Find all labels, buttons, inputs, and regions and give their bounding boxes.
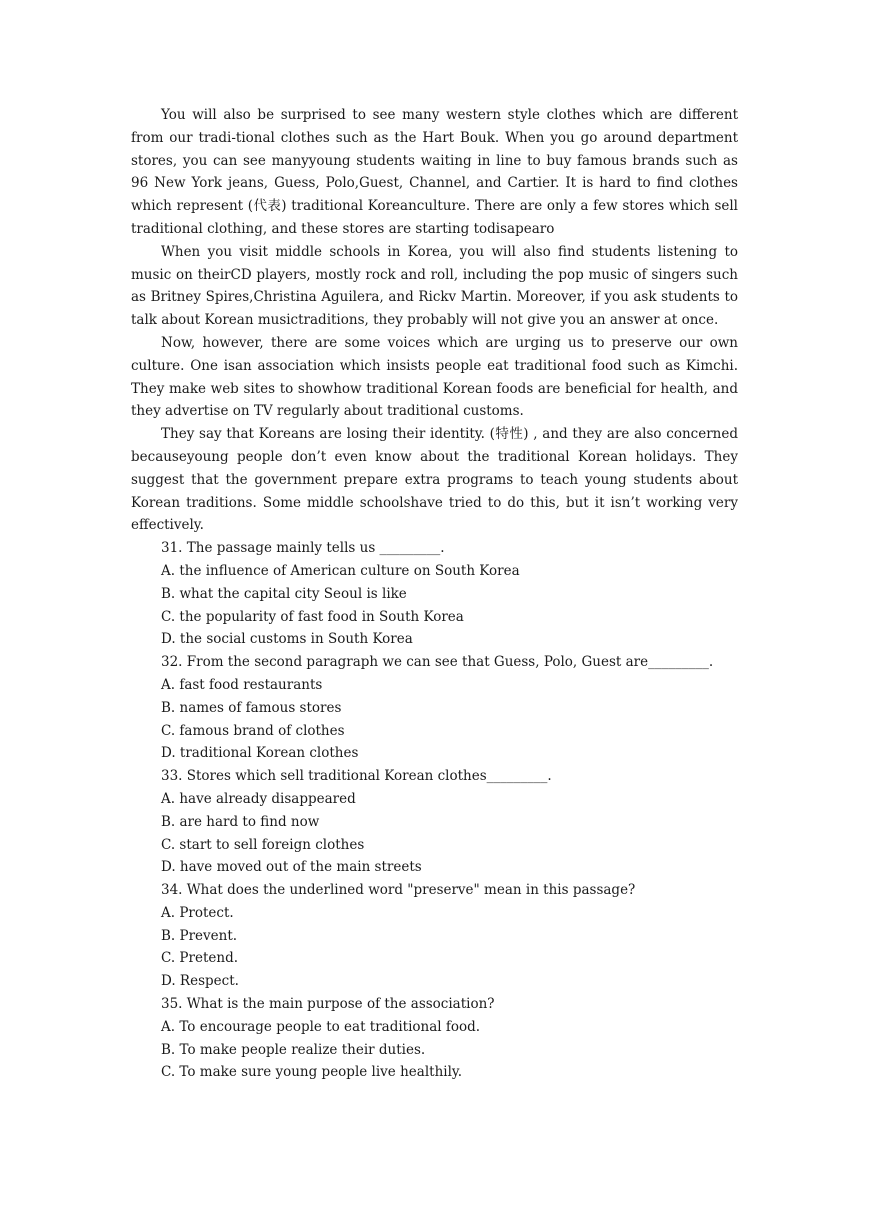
option-a: A. fast food restaurants bbox=[161, 676, 323, 693]
question-stem: 35. What is the main purpose of the association? bbox=[161, 996, 495, 1013]
option-c: C. To make sure young people live healthily. bbox=[161, 1064, 463, 1081]
option-list bbox=[131, 1016, 738, 1084]
question-32 bbox=[131, 651, 738, 765]
option-c: C. famous brand of clothes bbox=[161, 722, 345, 739]
option-b: B. Prevent. bbox=[161, 927, 238, 944]
option-list bbox=[131, 902, 738, 993]
passage-paragraph-2: When you visit middle schools in Korea, you will also find students listening to music on theirCD players, mostly rock and roll, including the pop music of singers such as Britney Spires,Christina Aguilera, and Rickv Martin. Moreover, if you ask students to talk about Korean musictraditions, they probably will not give you an answer at once. bbox=[131, 243, 738, 329]
question-stem: 33. Stores which sell traditional Korean clothes_________. bbox=[161, 768, 552, 785]
question-33 bbox=[131, 765, 738, 879]
passage-paragraph-1: You will also be surprised to see many western style clothes which are different from our tradi-tional clothes such as the Hart Bouk. When you go around department stores, you can see manyyoung students waiting in line to buy famous brands such as 96 New York jeans, Guess, Polo,Guest, Channel, and Cartier. It is hard to find clothes which represent (代表) traditional Koreanculture. There are only a few stores which sell traditional clothing, and these stores are starting todisapearo bbox=[131, 107, 738, 237]
option-a: A. Protect. bbox=[161, 904, 234, 921]
option-b: B. are hard to find now bbox=[161, 813, 320, 830]
passage-paragraph-3: Now, however, there are some voices which are urging us to preserve our own culture. One isan association which insists people eat traditional food such as Kimchi. They make web sites to showhow traditional Korean foods are beneficial for health, and they advertise on TV regularly about traditional customs. bbox=[131, 334, 738, 420]
option-b: B. names of famous stores bbox=[161, 699, 342, 716]
question-stem: 32. From the second paragraph we can see that Guess, Polo, Guest are_________. bbox=[161, 654, 714, 671]
option-list bbox=[131, 788, 738, 879]
option-c: C. the popularity of fast food in South Korea bbox=[161, 608, 464, 625]
option-c: C. start to sell foreign clothes bbox=[161, 836, 365, 853]
option-d: D. traditional Korean clothes bbox=[161, 745, 359, 762]
option-b: B. To make people realize their duties. bbox=[161, 1041, 426, 1058]
option-list bbox=[131, 560, 738, 651]
passage-paragraph-4: They say that Koreans are losing their identity. (特性) , and they are also concerned becauseyoung people don’t even know about the traditional Korean holidays. They suggest that the government prepare extra programs to teach young students about Korean traditions. Some middle schoolshave tried to do this, but it isn’t working very effectively. bbox=[131, 426, 738, 534]
question-31 bbox=[131, 537, 738, 651]
option-list bbox=[131, 674, 738, 765]
document-page bbox=[131, 104, 738, 1084]
question-35 bbox=[131, 993, 738, 1084]
option-c: C. Pretend. bbox=[161, 950, 238, 967]
option-a: A. have already disappeared bbox=[161, 790, 356, 807]
question-stem: 34. What does the underlined word "preserve" mean in this passage? bbox=[161, 882, 636, 899]
question-34 bbox=[131, 879, 738, 993]
option-a: A. To encourage people to eat traditional food. bbox=[161, 1018, 481, 1035]
reading-passage bbox=[131, 104, 738, 537]
option-d: D. have moved out of the main streets bbox=[161, 859, 422, 876]
question-stem: 31. The passage mainly tells us _________. bbox=[161, 540, 445, 557]
option-a: A. the influence of American culture on South Korea bbox=[161, 562, 520, 579]
option-d: D. Respect. bbox=[161, 973, 239, 990]
option-d: D. the social customs in South Korea bbox=[161, 631, 413, 648]
option-b: B. what the capital city Seoul is like bbox=[161, 585, 407, 602]
